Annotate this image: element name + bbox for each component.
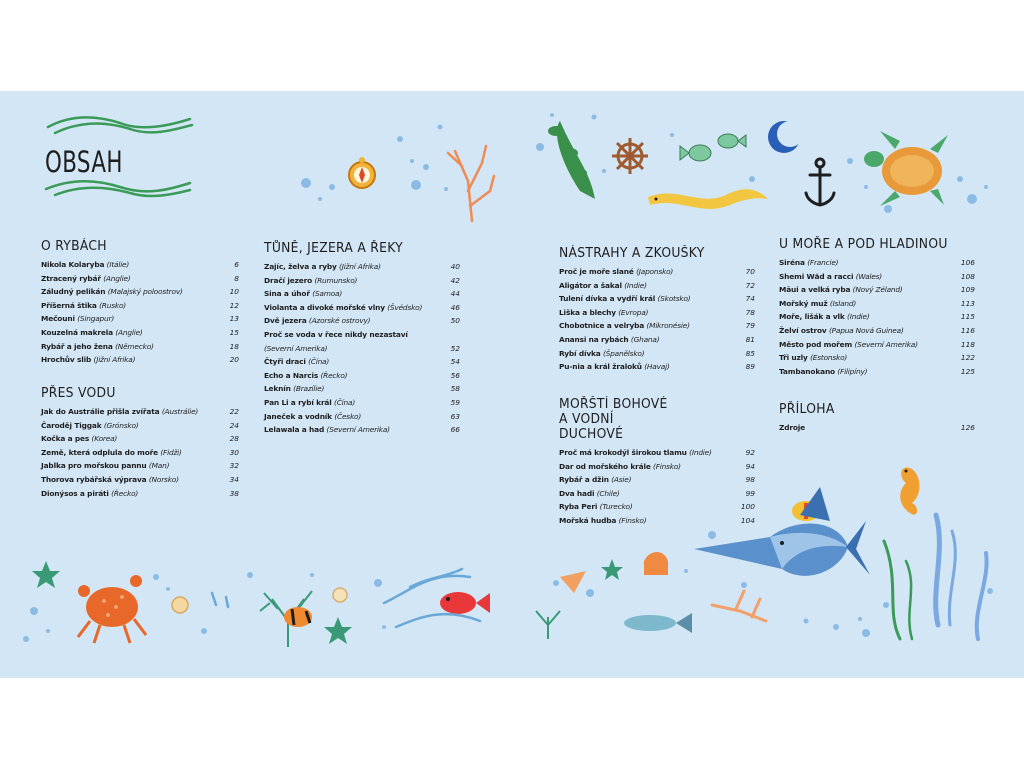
toc-entry-label [779, 324, 904, 338]
toc-entry-country: (Itálie) [106, 260, 130, 269]
toc-entry-country: (Brazílie) [293, 384, 325, 394]
toc-entry-page: 85 [745, 348, 755, 358]
toc-entry-label [779, 270, 882, 284]
toc-entry[interactable] [41, 419, 239, 433]
toc-entry-title: Leknín [264, 384, 291, 394]
seaweed-icon [548, 121, 595, 199]
toc-entry-country: (Jižní Afrika) [93, 355, 136, 365]
toc-entry-page: 32 [229, 461, 239, 471]
toc-entry-title: Chobotnice a velryba [559, 321, 645, 331]
turtle-icon [864, 131, 948, 206]
toc-entry[interactable] [41, 353, 239, 367]
toc-entry[interactable] [559, 265, 755, 279]
toc-entry-label [41, 432, 117, 446]
toc-entry-label [41, 272, 130, 286]
toc-entry-page: 108 [960, 271, 975, 281]
toc-entry-title: Anansi na rybách [559, 334, 629, 344]
toc-entry-country: (Anglie) [115, 327, 143, 337]
toc-entry-page: 99 [745, 488, 755, 498]
toc-entry[interactable] [264, 301, 460, 315]
toc-entry-country: (Turecko) [599, 502, 633, 512]
toc-entry-page: 52 [450, 343, 460, 353]
toc-entry-label [779, 297, 856, 311]
toc-entry-page: 98 [745, 475, 755, 485]
toc-entry-title: Želví ostrov [779, 325, 827, 335]
toc-entry[interactable] [559, 487, 755, 501]
toc-entry-country: (Indie) [689, 448, 712, 457]
toc-entry-country: (Filipíny) [837, 366, 868, 376]
toc-entry-label [264, 287, 342, 301]
toc-entry[interactable] [779, 421, 975, 435]
toc-entry-title: Echo a Narcis [264, 370, 319, 380]
toc-entry-label [559, 279, 647, 293]
toc-entry-page: 104 [740, 515, 755, 525]
toc-entry-title: Město pod mořem [779, 339, 853, 349]
toc-entry-label [264, 382, 324, 396]
toc-entry-page: 10 [229, 287, 239, 297]
toc-entry[interactable] [41, 285, 239, 299]
toc-entry-label [264, 369, 347, 383]
toc-entry-country: (Francie) [807, 258, 839, 267]
toc-entry-label [559, 473, 631, 487]
toc-entry-label [41, 459, 169, 473]
toc-entry-country: (Švédsko) [387, 302, 423, 312]
toc-entry-country: (Indie) [847, 312, 870, 322]
toc-entry-label [264, 274, 357, 288]
toc-entry-page: 63 [450, 411, 460, 421]
toc-entry-country: (Řecko) [111, 488, 139, 498]
toc-entry[interactable] [41, 432, 239, 446]
toc-entry[interactable] [264, 274, 460, 288]
book-spread [0, 91, 1024, 678]
toc-entry-country: (Nový Zéland) [852, 285, 903, 295]
toc-entry[interactable] [779, 256, 975, 270]
toc-entry-page: 118 [960, 339, 975, 349]
toc-entry[interactable] [779, 324, 975, 338]
toc-entry-title: Čaroděj Tiggak [41, 420, 102, 430]
toc-entry-page: 46 [450, 302, 460, 312]
toc-entry-country: (Severní Amerika) [264, 343, 328, 353]
section-heading: O RYBÁCH [41, 239, 107, 254]
toc-entry-label [559, 360, 670, 374]
toc-entry-title: Pan Li a rybí král [264, 397, 332, 407]
toc-entry[interactable] [559, 306, 755, 320]
eel-icon [648, 189, 768, 209]
toc-entry[interactable] [264, 382, 460, 396]
section-heading: MOŘŠTÍ BOHOVÉ A VODNÍ DUCHOVÉ [559, 397, 668, 442]
toc-entry-label [41, 405, 198, 419]
toc-entry[interactable] [559, 292, 755, 306]
toc-entry[interactable] [41, 473, 239, 487]
toc-entry[interactable] [41, 446, 239, 460]
toc-entry[interactable] [41, 459, 239, 473]
toc-entry-page: 8 [234, 273, 239, 283]
toc-entry-page: 116 [960, 325, 975, 335]
section-heading: U MOŘE A POD HLADINOU [779, 237, 948, 252]
toc-entry-country: (Jižní Afrika) [339, 262, 381, 271]
toc-entry-page: 30 [229, 447, 239, 457]
section-heading: NÁSTRAHY A ZKOUŠKY [559, 246, 705, 261]
coral-icon [712, 591, 766, 621]
toc-entry-country: (Rusko) [99, 300, 126, 310]
toc-entry-country: (Austrálie) [161, 407, 199, 416]
toc-entry-label [41, 353, 135, 367]
toc-entry-country: (Finsko) [618, 515, 647, 525]
ship-wheel-icon [612, 138, 648, 174]
toc-entry-title: Janeček a vodník [264, 411, 332, 421]
toc-entry-title: Tulení dívka a vydří král [559, 294, 656, 304]
toc-entry-title: Violanta a divoké mořské vlny [264, 302, 385, 312]
toc-entry-label [264, 423, 390, 437]
toc-entry-label [559, 292, 690, 306]
toc-entry-page: 94 [745, 461, 755, 471]
toc-entry-country: (Anglie) [103, 273, 131, 283]
toc-entry-page: 100 [740, 502, 755, 512]
toc-entry-title: Mořská hudba [559, 515, 617, 525]
seaweed-icon [884, 515, 987, 639]
coral-icon [448, 146, 494, 221]
toc-entry-page: 106 [960, 258, 975, 267]
toc-entry-title: Proč se voda v řece nikdy nezastaví [264, 329, 408, 339]
toc-entry[interactable] [264, 314, 460, 328]
toc-entry-page: 40 [450, 262, 460, 271]
toc-entry-label [779, 365, 867, 379]
toc-entry-country: (Severní Amerika) [854, 339, 918, 349]
toc-entry-label [41, 258, 129, 272]
toc-entry-title: Mořský muž [779, 298, 828, 308]
toc-entry-title: Země, která odplula do moře [41, 447, 159, 457]
toc-section-priloha [779, 402, 975, 435]
toc-section-nastrahy-a-zkousky [559, 246, 755, 374]
toc-entry-page: 126 [960, 423, 975, 432]
toc-entry-title: Dračí jezero [264, 275, 313, 285]
toc-entry-title: Liška a blechy [559, 307, 616, 317]
toc-entry-title: Thorova rybářská výprava [41, 474, 147, 484]
toc-entry[interactable] [779, 365, 975, 379]
toc-entry-page: 34 [229, 474, 239, 484]
toc-entry-country: (Norsko) [148, 474, 179, 484]
toc-entry-title: Dva hadi [559, 488, 595, 498]
section-heading: PŘÍLOHA [779, 402, 835, 417]
toc-entry-title: Hrochův slib [41, 355, 92, 365]
toc-entry-page: 22 [229, 407, 239, 416]
toc-entry-title: Tambanokano [779, 366, 835, 376]
toc-entry-title: Siréna [779, 258, 805, 267]
toc-entry-title: Rybí dívka [559, 348, 601, 358]
toc-entry-title: Ztracený rybář [41, 273, 101, 283]
toc-entry-title: Jablka pro mořskou pannu [41, 461, 147, 471]
toc-entry-label [559, 487, 620, 501]
toc-entry[interactable] [41, 326, 239, 340]
toc-entry-title: Kočka a pes [41, 434, 90, 444]
toc-entry[interactable] [559, 500, 755, 514]
toc-entry[interactable] [559, 279, 755, 293]
page-title: OBSAH [45, 145, 123, 179]
toc-entry-page: 38 [229, 488, 239, 498]
toc-entry-country: (Estonsko) [810, 353, 848, 363]
toc-entry[interactable] [264, 423, 460, 437]
toc-entry-page: 79 [745, 321, 755, 331]
toc-entry-label [264, 410, 361, 424]
toc-entry-country: (Papua Nová Guinea) [828, 325, 904, 335]
toc-entry[interactable] [779, 270, 975, 284]
toc-entry-country: (Španělsko) [602, 348, 645, 358]
toc-entry-country: (Evropa) [618, 307, 649, 317]
toc-entry-page: 6 [234, 260, 239, 269]
toc-entry[interactable] [559, 473, 755, 487]
toc-entry-country: (Řecko) [320, 370, 348, 380]
toc-entry-country: (Česko) [334, 411, 362, 421]
toc-entry[interactable] [264, 287, 460, 301]
seahorse-icon [900, 468, 919, 515]
toc-entry[interactable] [779, 310, 975, 324]
toc-entry-page: 28 [229, 434, 239, 444]
toc-entry-country: (Japonsko) [636, 267, 674, 276]
toc-entry[interactable] [41, 312, 239, 326]
toc-entry-page: 42 [450, 275, 460, 285]
crab-icon [78, 575, 146, 643]
toc-entry-page: 12 [229, 300, 239, 310]
toc-entry-label [41, 299, 126, 313]
toc-entry[interactable] [779, 297, 975, 311]
toc-entry-label [264, 260, 381, 274]
toc-entry-country: (Německo) [115, 341, 154, 351]
toc-entry-label [41, 473, 179, 487]
toc-entry-page: 18 [229, 341, 239, 351]
toc-entry-title: Moře, lišák a vlk [779, 312, 845, 322]
toc-entry[interactable] [779, 338, 975, 352]
toc-entry-title: Shemi Wăd a racci [779, 271, 854, 281]
section-heading: PŘES VODU [41, 386, 116, 401]
toc-section-o-rybach [41, 239, 239, 367]
toc-entry[interactable] [559, 360, 755, 374]
toc-entry-country: (Indie) [624, 280, 647, 290]
toc-entry-title: Nikola Kolaryba [41, 260, 105, 269]
toc-entry[interactable] [779, 283, 975, 297]
toc-entry[interactable] [559, 460, 755, 474]
toc-entry-title: Proč je moře slané [559, 267, 634, 276]
toc-entry[interactable] [41, 405, 239, 419]
toc-entry-page: 113 [960, 298, 975, 308]
toc-entry-country: (Azorské ostrovy) [308, 316, 371, 326]
toc-entry-title: Zdroje [779, 423, 806, 432]
toc-entry-country: (Malajský poloostrov) [107, 287, 183, 297]
toc-entry-title: Rybář a džin [559, 475, 609, 485]
toc-entry-title: Rybář a jeho žena [41, 341, 113, 351]
toc-entry-label [559, 514, 646, 528]
toc-entry-label [264, 355, 329, 369]
toc-entry[interactable] [559, 514, 755, 528]
toc-entry-label [779, 310, 870, 324]
toc-entry[interactable] [264, 410, 460, 424]
toc-entry-title: Dar od mořského krále [559, 461, 651, 471]
compass-icon [349, 157, 375, 188]
toc-entry-page: 78 [745, 307, 755, 317]
toc-entry-country: (Čína) [334, 397, 356, 407]
toc-section-pres-vodu [41, 386, 239, 500]
toc-entry-country: (Wales) [855, 271, 882, 281]
toc-section-tune-jezera-reky [264, 241, 460, 437]
toc-entry-title: Mečouni [41, 314, 75, 324]
toc-entry-page: 56 [450, 370, 460, 380]
toc-entry-country: (Mikronésie) [646, 321, 690, 331]
anchor-icon [806, 159, 834, 205]
toc-entry-page: 66 [450, 425, 460, 435]
toc-entry[interactable] [41, 487, 239, 501]
toc-entry-country: (Grónsko) [103, 420, 139, 430]
toc-entry-label [264, 396, 355, 410]
toc-entry-label [559, 333, 659, 347]
toc-entry-page: 58 [450, 384, 460, 394]
toc-entry[interactable] [41, 258, 239, 272]
toc-entry-title: Kouzelná makrela [41, 327, 113, 337]
toc-entry-country: (Skotsko) [657, 294, 691, 304]
toc-entry[interactable] [559, 347, 755, 361]
toc-entry[interactable] [559, 446, 755, 460]
toc-entry-page: 109 [960, 285, 975, 295]
toc-entry-page: 59 [450, 397, 460, 407]
toc-entry-label [41, 285, 183, 299]
toc-entry-label [779, 283, 903, 297]
toc-entry-label [41, 340, 154, 354]
toc-entry-page: 74 [745, 294, 755, 304]
toc-entry-label [779, 351, 847, 365]
toc-entry-title: Čtyři draci [264, 357, 306, 367]
toc-entry[interactable] [41, 299, 239, 313]
toc-entry[interactable] [779, 351, 975, 365]
toc-section-morsti-bohove [559, 397, 755, 528]
toc-entry-title: Tři uzly [779, 353, 808, 363]
toc-entry-label [559, 460, 681, 474]
toc-entry[interactable] [559, 333, 755, 347]
toc-entry-page: 89 [745, 362, 755, 372]
toc-entry-title: Příšerná štika [41, 300, 97, 310]
toc-entry-country: (Ghana) [630, 334, 660, 344]
toc-entry-country: (Chile) [596, 488, 620, 498]
toc-entry-title: Sina a úhoř [264, 289, 310, 299]
toc-entry[interactable] [41, 272, 239, 286]
toc-entry-label [559, 500, 633, 514]
toc-entry-label [41, 446, 182, 460]
toc-entry-country: (Korea) [91, 434, 118, 444]
toc-entry-title: Lelawala a had [264, 425, 325, 435]
toc-entry-title: Ryba Peri [559, 502, 598, 512]
toc-entry-page: 20 [229, 355, 239, 365]
toc-entry-label [264, 301, 422, 315]
toc-entry-page: 122 [960, 353, 975, 363]
toc-section-u-more [779, 237, 975, 378]
toc-entry-page: 24 [229, 420, 239, 430]
toc-entry-country: (Fidži) [160, 447, 182, 457]
toc-entry-country: (Severní Amerika) [326, 425, 390, 435]
toc-entry-label [264, 328, 408, 342]
toc-entry-country: (Rumunsko) [314, 275, 358, 285]
toc-entry-page: 72 [745, 280, 755, 290]
toc-entry[interactable] [264, 355, 460, 369]
toc-entry-label [779, 421, 805, 435]
toc-entry-page: 92 [745, 448, 755, 457]
toc-entry-title: Pu-nia a král žraloků [559, 362, 642, 372]
toc-entry-country: (Havaj) [644, 362, 670, 372]
toc-entry-label [559, 306, 648, 320]
toc-entry[interactable] [559, 319, 755, 333]
toc-entry-label [559, 347, 644, 361]
toc-entry-label [264, 314, 370, 328]
toc-entry-label [559, 319, 690, 333]
toc-entry[interactable] [41, 340, 239, 354]
toc-entry-label [41, 419, 138, 433]
toc-entry-title: Aligátor a šakal [559, 280, 622, 290]
toc-entry-label [264, 342, 327, 356]
toc-entry-page: 13 [229, 314, 239, 324]
toc-entry-label [779, 338, 918, 352]
toc-entry-country: (Man) [148, 461, 170, 471]
toc-entry-title: Dionýsos a piráti [41, 488, 109, 498]
toc-entry-label [559, 265, 673, 279]
toc-entry-label [41, 312, 114, 326]
toc-entry-page: 70 [745, 267, 755, 276]
toc-entry[interactable] [264, 396, 460, 410]
toc-entry-title: Māui a velká ryba [779, 285, 851, 295]
toc-entry-label [41, 326, 143, 340]
toc-entry-country: (Samoa) [312, 289, 343, 299]
toc-entry-page: 44 [450, 289, 460, 299]
toc-entry-country: (Čína) [308, 357, 330, 367]
toc-entry-title: Jak do Austrálie přišla zvířata [41, 407, 160, 416]
toc-entry-country: (Finsko) [653, 461, 681, 471]
illustration-layer [0, 91, 1024, 678]
fish-icon [680, 134, 746, 161]
toc-entry-country: (Island) [829, 298, 857, 308]
toc-entry-label [41, 487, 138, 501]
toc-entry-title: Proč má krokodýl širokou tlamu [559, 448, 687, 457]
toc-entry-page: 54 [450, 357, 460, 367]
toc-entry-page: 115 [960, 312, 975, 322]
section-heading: TŮNĚ, JEZERA A ŘEKY [264, 241, 404, 256]
toc-entry[interactable] [264, 342, 460, 356]
toc-entry-title: Zajíc, želva a ryby [264, 262, 337, 271]
toc-entry[interactable] [264, 260, 460, 274]
toc-entry[interactable] [264, 369, 460, 383]
toc-entry-page: 125 [960, 366, 975, 376]
toc-entry-title: Dvě jezera [264, 316, 307, 326]
toc-entry-label [779, 256, 838, 270]
toc-entry-label [559, 446, 712, 460]
toc-entry-page: 15 [229, 327, 239, 337]
toc-entry-country: (Asie) [611, 475, 632, 485]
toc-entry-page: 50 [450, 316, 460, 326]
toc-entry-country: (Singapur) [77, 314, 115, 324]
toc-entry-title: Záludný pelikán [41, 287, 106, 297]
toc-entry[interactable] [264, 328, 460, 342]
moon-icon [768, 121, 803, 153]
toc-entry-page: 81 [745, 334, 755, 344]
